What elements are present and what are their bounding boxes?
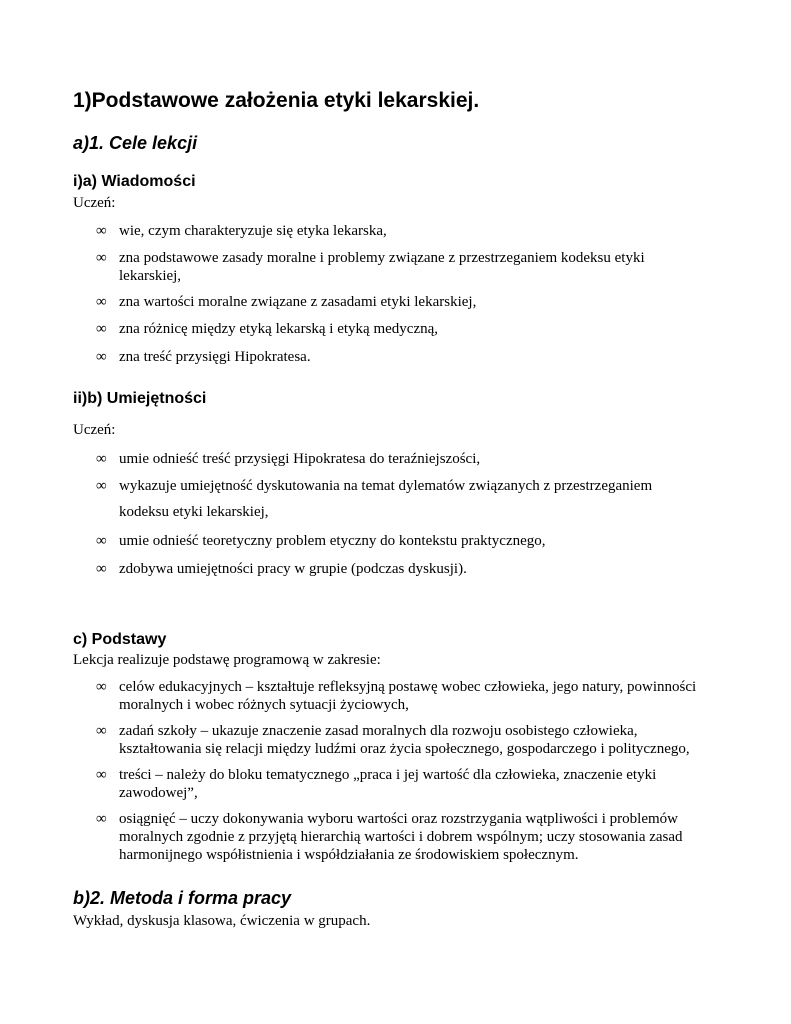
list-item-text: treści – należy do bloku tematycznego „praca i jej wartość dla człowieka, znaczenie etyki [119, 767, 657, 783]
bullet-icon: ∞ [96, 349, 107, 365]
bullet-icon: ∞ [96, 294, 107, 310]
list-item-text: moralnych zgodnie z przyjętą hierarchią wartości i dobrem wspólnym; uczy stosowania zasad [119, 829, 683, 845]
list-item-text: zna różnicę między etyką lekarską i etyką medyczną, [119, 321, 439, 337]
bullet-icon: ∞ [96, 533, 107, 549]
bullet-icon: ∞ [96, 679, 107, 695]
list-item-text: harmonijnego współistnienia i współdziałania ze środowiskiem społecznym. [119, 847, 579, 863]
list-item-text: zna treść przysięgi Hipokratesa. [119, 349, 311, 365]
list-item-text: moralnych i wobec różnych sytuacji życiowych, [119, 697, 409, 713]
list-item-text: wykazuje umiejętność dyskutowania na temat dylematów związanych z przestrzeganiem [119, 478, 653, 494]
list-item-text: zdobywa umiejętności pracy w grupie (podczas dyskusji). [119, 561, 467, 577]
list-item-text: umie odnieść teoretyczny problem etyczny do kontekstu praktycznego, [119, 533, 546, 549]
bullet-icon: ∞ [96, 767, 107, 783]
intro-podstawy: Lekcja realizuje podstawę programową w zakresie: [73, 652, 381, 668]
list-item-text: umie odnieść treść przysięgi Hipokratesa do teraźniejszości, [119, 451, 481, 467]
bullet-icon: ∞ [96, 478, 107, 494]
metoda-text: Wykład, dyskusja klasowa, ćwiczenia w grupach. [73, 913, 371, 929]
document-title: 1)Podstawowe założenia etyki lekarskiej. [73, 89, 480, 112]
list-item-text: lekarskiej, [119, 268, 182, 284]
bullet-icon: ∞ [96, 321, 107, 337]
bullet-icon: ∞ [96, 223, 107, 239]
list-item-text: wie, czym charakteryzuje się etyka lekarska, [119, 223, 387, 239]
list-item-text: zadań szkoły – ukazuje znaczenie zasad moralnych dla rozwoju osobistego człowieka, [119, 723, 638, 739]
intro-umiejetnosci: Uczeń: [73, 422, 116, 438]
list-item-text: zawodowej”, [119, 785, 198, 801]
section-heading-cele: a)1. Cele lekcji [73, 133, 198, 153]
bullet-icon: ∞ [96, 561, 107, 577]
list-item-text: kształtowania się relacji między ludźmi oraz życia społecznego, gospodarczego i politycznego, [119, 741, 690, 757]
bullet-icon: ∞ [96, 250, 107, 266]
intro-wiadomosci: Uczeń: [73, 195, 116, 211]
section-heading-metoda: b)2. Metoda i forma pracy [73, 888, 292, 908]
subheading-umiejetnosci: ii)b) Umiejętności [73, 390, 207, 407]
bullet-icon: ∞ [96, 811, 107, 827]
bullet-icon: ∞ [96, 451, 107, 467]
list-item-text: osiągnięć – uczy dokonywania wyboru wartości oraz rozstrzygania wątpliwości i problemów [119, 811, 678, 827]
list-item-text: kodeksu etyki lekarskiej, [119, 504, 269, 520]
bullet-icon: ∞ [96, 723, 107, 739]
list-item-text: zna wartości moralne związane z zasadami etyki lekarskiej, [119, 294, 477, 310]
subheading-wiadomosci: i)a) Wiadomości [73, 173, 196, 190]
subheading-podstawy: c) Podstawy [73, 631, 167, 648]
list-item-text: zna podstawowe zasady moralne i problemy związane z przestrzeganiem kodeksu etyki [119, 250, 645, 266]
list-item-text: celów edukacyjnych – kształtuje refleksyjną postawę wobec człowieka, jego natury, powinności [119, 679, 697, 695]
